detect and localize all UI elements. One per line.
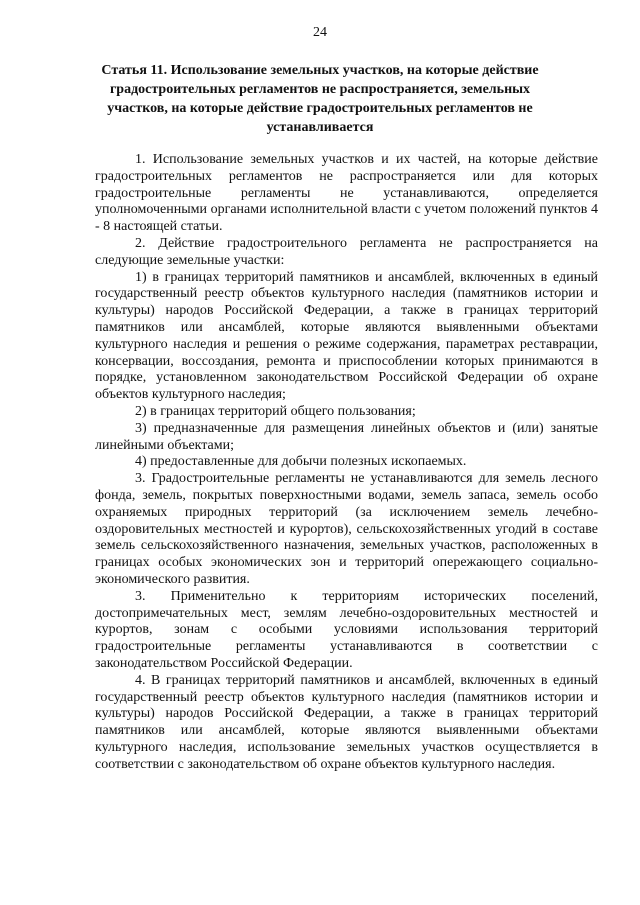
- paragraph: 2) в границах территорий общего пользования;: [135, 403, 416, 419]
- article-body: [95, 152, 598, 773]
- paragraph: 2. Действие градостроительного регламента не распространяется на следующие земельные участки:: [95, 235, 598, 268]
- article-heading: Статья 11. Использование земельных участков, на которые действие градостроительных регламентов не распространяется, земельных участков, на которые действие градостроительных регламентов не устанавливается: [101, 63, 539, 135]
- paragraph: 1) в границах территорий памятников и ансамблей, включенных в единый государственный реестр объектов культурного наследия (памятников истории и культуры) народов Российской Федерации, а также в границах территорий памятников или ансамблей, которые являются выявленными объектами культурного наследия и решения о режиме содержания, параметрах реставрации, консервации, воссоздания, ремонта и приспособлении которых принимаются в порядке, установленном законодательством Российской Федерации об охране объектов культурного наследия;: [95, 269, 598, 403]
- paragraph: 4. В границах территорий памятников и ансамблей, включенных в единый государственный реестр объектов культурного наследия (памятников истории и культуры) народов Российской Федерации, а также в границах территорий памятников или ансамблей, которые являются выявленными объектами культурного наследия, использование земельных участков осуществляется в соответствии с законодательством об охране объектов культурного наследия.: [95, 672, 598, 772]
- paragraph: 3. Градостроительные регламенты не устанавливаются для земель лесного фонда, земель, покрытых поверхностными водами, земель запаса, земель особо охраняемых природных территорий (за исключением земель лечебно-оздоровительных местностей и курортов), сельскохозяйственных угодий в составе земель сельскохозяйственного назначения, земельных участков, расположенных в границах особых экономических зон и территорий опережающего социально-экономического развития.: [95, 471, 598, 587]
- paragraph: 4) предоставленные для добычи полезных ископаемых.: [135, 454, 467, 470]
- paragraph: 3. Применительно к территориям исторических поселений, достопримечательных мест, землям лечебно-оздоровительных местностей и курортов, зонам с особыми условиями использования территорий градостроительные регламенты устанавливаются в соответствии с законодательством Российской Федерации.: [95, 588, 598, 671]
- paragraph: 3) предназначенные для размещения линейных объектов и (или) занятые линейными объектами;: [95, 420, 598, 453]
- paragraph: 1. Использование земельных участков и их частей, на которые действие градостроительных регламентов не распространяется или для которых градостроительные регламенты не устанавливаются, определяется уполномоченными органами исполнительной власти с учетом положений пунктов 4 - 8 настоящей статьи.: [95, 152, 598, 235]
- page-number: 24: [313, 25, 327, 40]
